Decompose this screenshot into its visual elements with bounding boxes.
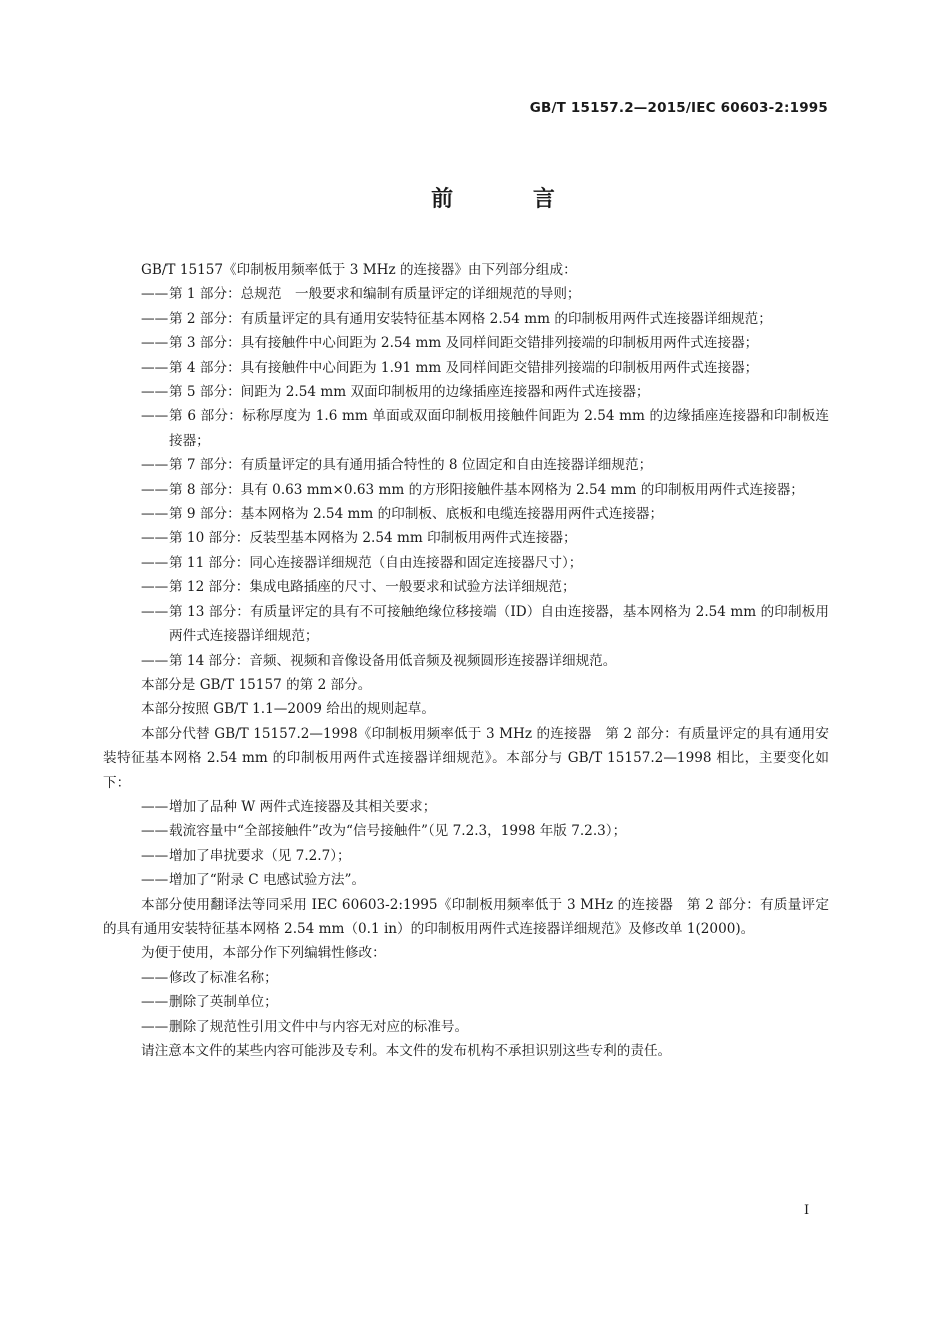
dash-marker: —— bbox=[141, 872, 169, 889]
list-item-text: 第 3 部分：具有接触件中心间距为 2.54 mm 及同样间距交错排列接端的印制板用两件式连接器； bbox=[169, 335, 759, 352]
dash-marker: —— bbox=[141, 481, 169, 498]
list-item-text: 增加了“附录 C 电感试验方法”。 bbox=[169, 872, 366, 889]
dash-marker: —— bbox=[141, 384, 169, 401]
iec-adoption-paragraph: 本部分使用翻译法等同采用 IEC 60603-2:1995《印制板用频率低于 3 MHz 的连接器 第 2 部分：有质量评定的具有通用安装特征基本网格 2.54 mm（0.1 in）的印制板用两件式连接器详细规范》及修改单 1(2000)。 bbox=[103, 896, 829, 937]
list-item-text: 第 6 部分：标称厚度为 1.6 mm 单面或双面印制板用接触件间距为 2.54 mm 的边缘插座连接器和印制板连接器； bbox=[169, 408, 829, 449]
intro-paragraph: GB/T 15157《印制板用频率低于 3 MHz 的连接器》由下列部分组成： bbox=[141, 262, 577, 278]
list-item bbox=[103, 282, 829, 306]
list-item-text: 第 1 部分：总规范 一般要求和编制有质量评定的详细规范的导则； bbox=[169, 286, 581, 303]
replacement-paragraph: 本部分代替 GB/T 15157.2—1998《印制板用频率低于 3 MHz 的连接器 第 2 部分：有质量评定的具有通用安装特征基本网格 2.54 mm 的印制板用两件式连接器详细规范》。本部分与 GB/T 15157.2—1998 相比，主要变化如下： bbox=[103, 725, 829, 791]
part-statement-paragraph: 本部分是 GB/T 15157 的第 2 部分。 bbox=[141, 676, 372, 693]
list-item bbox=[103, 551, 829, 575]
list-item bbox=[103, 404, 829, 453]
parts-list bbox=[103, 282, 829, 673]
changes-list bbox=[103, 795, 829, 893]
list-item bbox=[103, 966, 829, 990]
list-item bbox=[103, 575, 829, 599]
list-item-text: 第 7 部分：有质量评定的具有通用插合特性的 8 位固定和自由连接器详细规范； bbox=[169, 457, 653, 474]
patent-notice-paragraph: 请注意本文件的某些内容可能涉及专利。本文件的发布机构不承担识别这些专利的责任。 bbox=[141, 1043, 672, 1059]
dash-marker: —— bbox=[141, 359, 169, 376]
list-item bbox=[103, 844, 829, 868]
dash-marker: —— bbox=[141, 603, 169, 620]
list-item bbox=[103, 868, 829, 892]
list-item-text: 第 4 部分：具有接触件中心间距为 1.91 mm 及同样间距交错排列接端的印制板用两件式连接器； bbox=[169, 359, 759, 376]
editorial-changes-paragraph: 为便于使用，本部分作下列编辑性修改： bbox=[141, 945, 386, 962]
dash-marker: —— bbox=[141, 994, 169, 1011]
list-item-text: 删除了规范性引用文件中与内容无对应的标准号。 bbox=[169, 1018, 469, 1035]
page-title: 前 言 bbox=[431, 187, 591, 212]
list-item bbox=[103, 1015, 829, 1039]
list-item bbox=[103, 600, 829, 649]
list-item bbox=[103, 356, 829, 380]
list-item-text: 第 10 部分：反装型基本网格为 2.54 mm 印制板用两件式连接器； bbox=[169, 530, 577, 547]
list-item bbox=[103, 478, 829, 502]
edits-list bbox=[103, 966, 829, 1039]
list-item bbox=[103, 819, 829, 843]
dash-marker: —— bbox=[141, 969, 169, 986]
list-item bbox=[103, 331, 829, 355]
page-number: I bbox=[804, 1203, 810, 1218]
list-item-text: 载流容量中“全部接触件”改为“信号接触件”（见 7.2.3，1998 年版 7.2.3）； bbox=[169, 823, 627, 840]
drafting-rules-paragraph: 本部分按照 GB/T 1.1—2009 给出的规则起草。 bbox=[141, 701, 435, 718]
dash-marker: —— bbox=[141, 408, 169, 425]
dash-marker: —— bbox=[141, 286, 169, 303]
list-item-text: 第 14 部分：音频、视频和音像设备用低音频及视频圆形连接器详细规范。 bbox=[169, 652, 617, 669]
list-item-text: 删除了英制单位； bbox=[169, 994, 278, 1011]
list-item-text: 第 2 部分：有质量评定的具有通用安装特征基本网格 2.54 mm 的印制板用两件式连接器详细规范； bbox=[169, 310, 772, 327]
list-item bbox=[103, 307, 829, 331]
list-item bbox=[103, 453, 829, 477]
list-item-text: 第 11 部分：同心连接器详细规范（自由连接器和固定连接器尺寸）； bbox=[169, 554, 583, 571]
list-item-text: 修改了标准名称； bbox=[169, 969, 278, 986]
dash-marker: —— bbox=[141, 457, 169, 474]
list-item bbox=[103, 380, 829, 404]
dash-marker: —— bbox=[141, 310, 169, 327]
list-item bbox=[103, 990, 829, 1014]
list-item bbox=[103, 502, 829, 526]
dash-marker: —— bbox=[141, 1018, 169, 1035]
list-item-text: 增加了品种 W 两件式连接器及其相关要求； bbox=[169, 798, 437, 815]
dash-marker: —— bbox=[141, 652, 169, 669]
dash-marker: —— bbox=[141, 847, 169, 864]
dash-marker: —— bbox=[141, 554, 169, 571]
list-item bbox=[103, 649, 829, 673]
dash-marker: —— bbox=[141, 823, 169, 840]
dash-marker: —— bbox=[141, 506, 169, 523]
list-item-text: 第 13 部分：有质量评定的具有不可接触绝缘位移接端（ID）自由连接器，基本网格为 2.54 mm 的印制板用两件式连接器详细规范； bbox=[169, 603, 829, 645]
list-item bbox=[103, 526, 829, 550]
list-item bbox=[103, 795, 829, 819]
list-item-text: 第 12 部分：集成电路插座的尺寸、一般要求和试验方法详细规范； bbox=[169, 579, 576, 596]
list-item-text: 增加了串扰要求（见 7.2.7）； bbox=[169, 847, 351, 864]
dash-marker: —— bbox=[141, 530, 169, 547]
dash-marker: —— bbox=[141, 335, 169, 352]
dash-marker: —— bbox=[141, 579, 169, 596]
list-item-text: 第 5 部分：间距为 2.54 mm 双面印制板用的边缘插座连接器和两件式连接器； bbox=[169, 384, 650, 401]
standard-number: GB/T 15157.2—2015/IEC 60603-2:1995 bbox=[529, 100, 828, 116]
dash-marker: —— bbox=[141, 798, 169, 815]
list-item-text: 第 9 部分：基本网格为 2.54 mm 的印制板、底板和电缆连接器用两件式连接器； bbox=[169, 506, 664, 523]
list-item-text: 第 8 部分：具有 0.63 mm×0.63 mm 的方形阳接触件基本网格为 2.54 mm 的印制板用两件式连接器； bbox=[169, 481, 804, 498]
foreword-body bbox=[103, 258, 829, 1063]
